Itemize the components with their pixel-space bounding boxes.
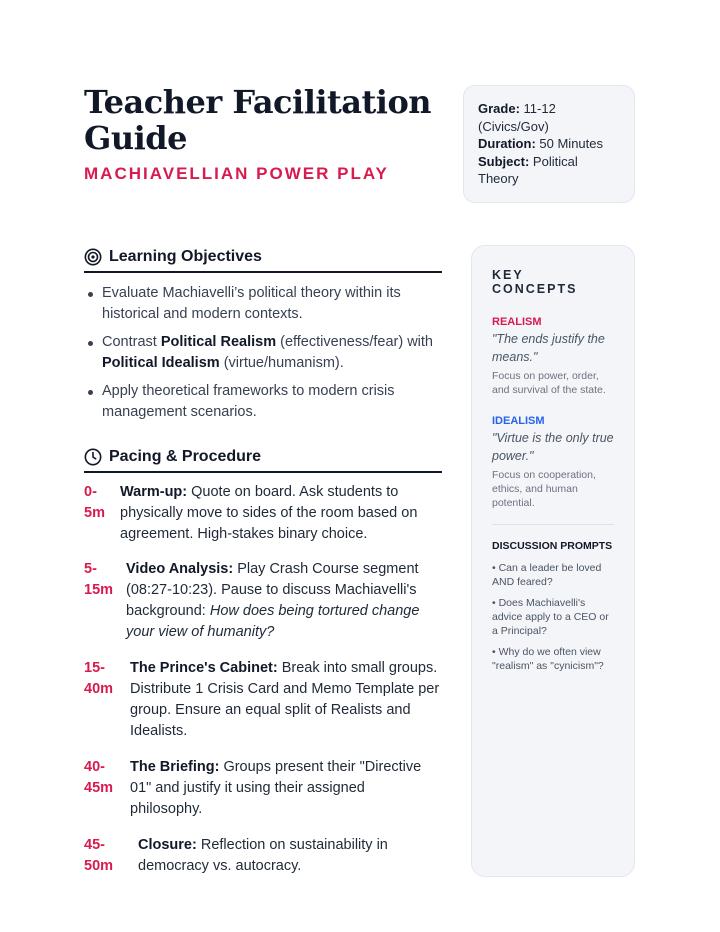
step-label: Video Analysis: xyxy=(126,561,234,577)
objective-term: Political Realism xyxy=(160,334,277,350)
step-text: Groups present their "Directive 01" and justify it using their assigned philosophy. xyxy=(130,759,422,817)
list-item xyxy=(84,381,434,423)
time-end: 15m xyxy=(84,582,114,598)
pacing-description xyxy=(138,835,440,877)
clock-icon xyxy=(84,448,102,466)
list-item xyxy=(84,283,434,325)
pacing-description xyxy=(130,658,440,742)
pacing-row xyxy=(84,482,438,545)
objective-text: Apply theoretical frameworks to modern crisis management scenarios. xyxy=(102,383,395,420)
pacing-row xyxy=(84,559,440,643)
step-text: Reflection on sustainability in democracy vs. autocracy. xyxy=(138,837,388,874)
target-icon xyxy=(84,248,102,266)
grade-value: 11-12 (Civics/Gov) xyxy=(478,101,556,134)
time-start: 0- xyxy=(84,484,97,500)
step-label: Warm-up: xyxy=(120,484,188,500)
idealism-quote: "Virtue is the only true power." xyxy=(492,431,614,463)
subject-label: Subject: xyxy=(478,153,530,169)
pacing-row xyxy=(84,658,440,742)
page-subtitle: MACHIAVELLIAN POWER PLAY xyxy=(84,164,389,183)
idealism-label: IDEALISM xyxy=(492,415,545,427)
duration-value: 50 Minutes xyxy=(539,136,603,151)
time-start: 40- xyxy=(84,759,105,775)
step-text: Quote on board. Ask students to physically move to sides of the room based on agreement. High-stakes binary choice. xyxy=(120,484,418,542)
grade-label: Grade: xyxy=(478,101,520,116)
step-text: Play Crash Course segment (08:27-10:23). Pause to discuss Machiavelli's background: xyxy=(126,561,419,619)
pacing-header xyxy=(84,447,442,473)
learning-objectives-header xyxy=(84,247,442,273)
divider xyxy=(492,524,614,525)
step-label: Closure: xyxy=(138,837,197,853)
pacing-row xyxy=(84,835,440,877)
objective-term: Political Idealism xyxy=(102,355,220,371)
section-title: Pacing & Procedure xyxy=(109,448,262,465)
pacing-description xyxy=(126,559,440,643)
objective-text: Evaluate Machiavelli’s political theory within its historical and modern contexts. xyxy=(102,285,401,322)
objective-text: (effectiveness/fear) with xyxy=(276,334,433,350)
time-start: 45- xyxy=(84,837,105,853)
pacing-row xyxy=(84,757,440,820)
key-concepts-title: KEY CONCEPTS xyxy=(492,268,578,296)
pacing-description xyxy=(130,757,440,820)
list-item: • Why do we often view "realism" as "cynicism"? xyxy=(492,646,604,672)
objectives-list xyxy=(84,283,434,430)
pacing-time xyxy=(84,757,130,820)
lesson-meta-card xyxy=(463,85,635,203)
key-concepts-sidebar xyxy=(471,245,635,877)
time-start: 5- xyxy=(84,561,97,577)
pacing-time xyxy=(84,658,130,742)
time-end: 45m xyxy=(84,780,114,796)
page-title: Teacher Facilitation Guide xyxy=(84,83,432,157)
time-end: 5m xyxy=(84,505,105,521)
list-item: • Can a leader be loved AND feared? xyxy=(492,562,602,588)
objective-text: (virtue/humanism). xyxy=(219,355,344,371)
step-text: Break into small groups. Distribute 1 Crisis Card and Memo Template per group. Ensure an equal split of Realists and Idealists. xyxy=(130,660,440,739)
pacing-time xyxy=(84,835,138,877)
list-item xyxy=(84,332,434,374)
pacing-time xyxy=(84,559,126,643)
discussion-prompts-title: DISCUSSION PROMPTS xyxy=(492,540,613,552)
realism-quote: "The ends justify the means." xyxy=(492,332,605,364)
realism-description: Focus on power, order, and survival of the state. xyxy=(492,370,606,396)
section-title: Learning Objectives xyxy=(109,248,262,265)
time-end: 40m xyxy=(84,681,114,697)
step-label: The Briefing: xyxy=(130,759,220,775)
step-question: How does being tortured change your view of humanity? xyxy=(126,603,420,640)
step-label: The Prince's Cabinet: xyxy=(130,660,278,676)
time-end: 50m xyxy=(84,858,114,874)
idealism-description: Focus on cooperation, ethics, and human potential. xyxy=(492,469,596,509)
time-start: 15- xyxy=(84,660,105,676)
realism-label: REALISM xyxy=(492,316,542,328)
subject-value: Political Theory xyxy=(478,153,578,186)
objective-text: Contrast xyxy=(102,334,161,350)
pacing-time xyxy=(84,482,120,545)
duration-label: Duration: xyxy=(478,136,536,151)
list-item: • Does Machiavelli's advice apply to a CEO or a Principal? xyxy=(492,597,609,637)
pacing-description xyxy=(120,482,438,545)
